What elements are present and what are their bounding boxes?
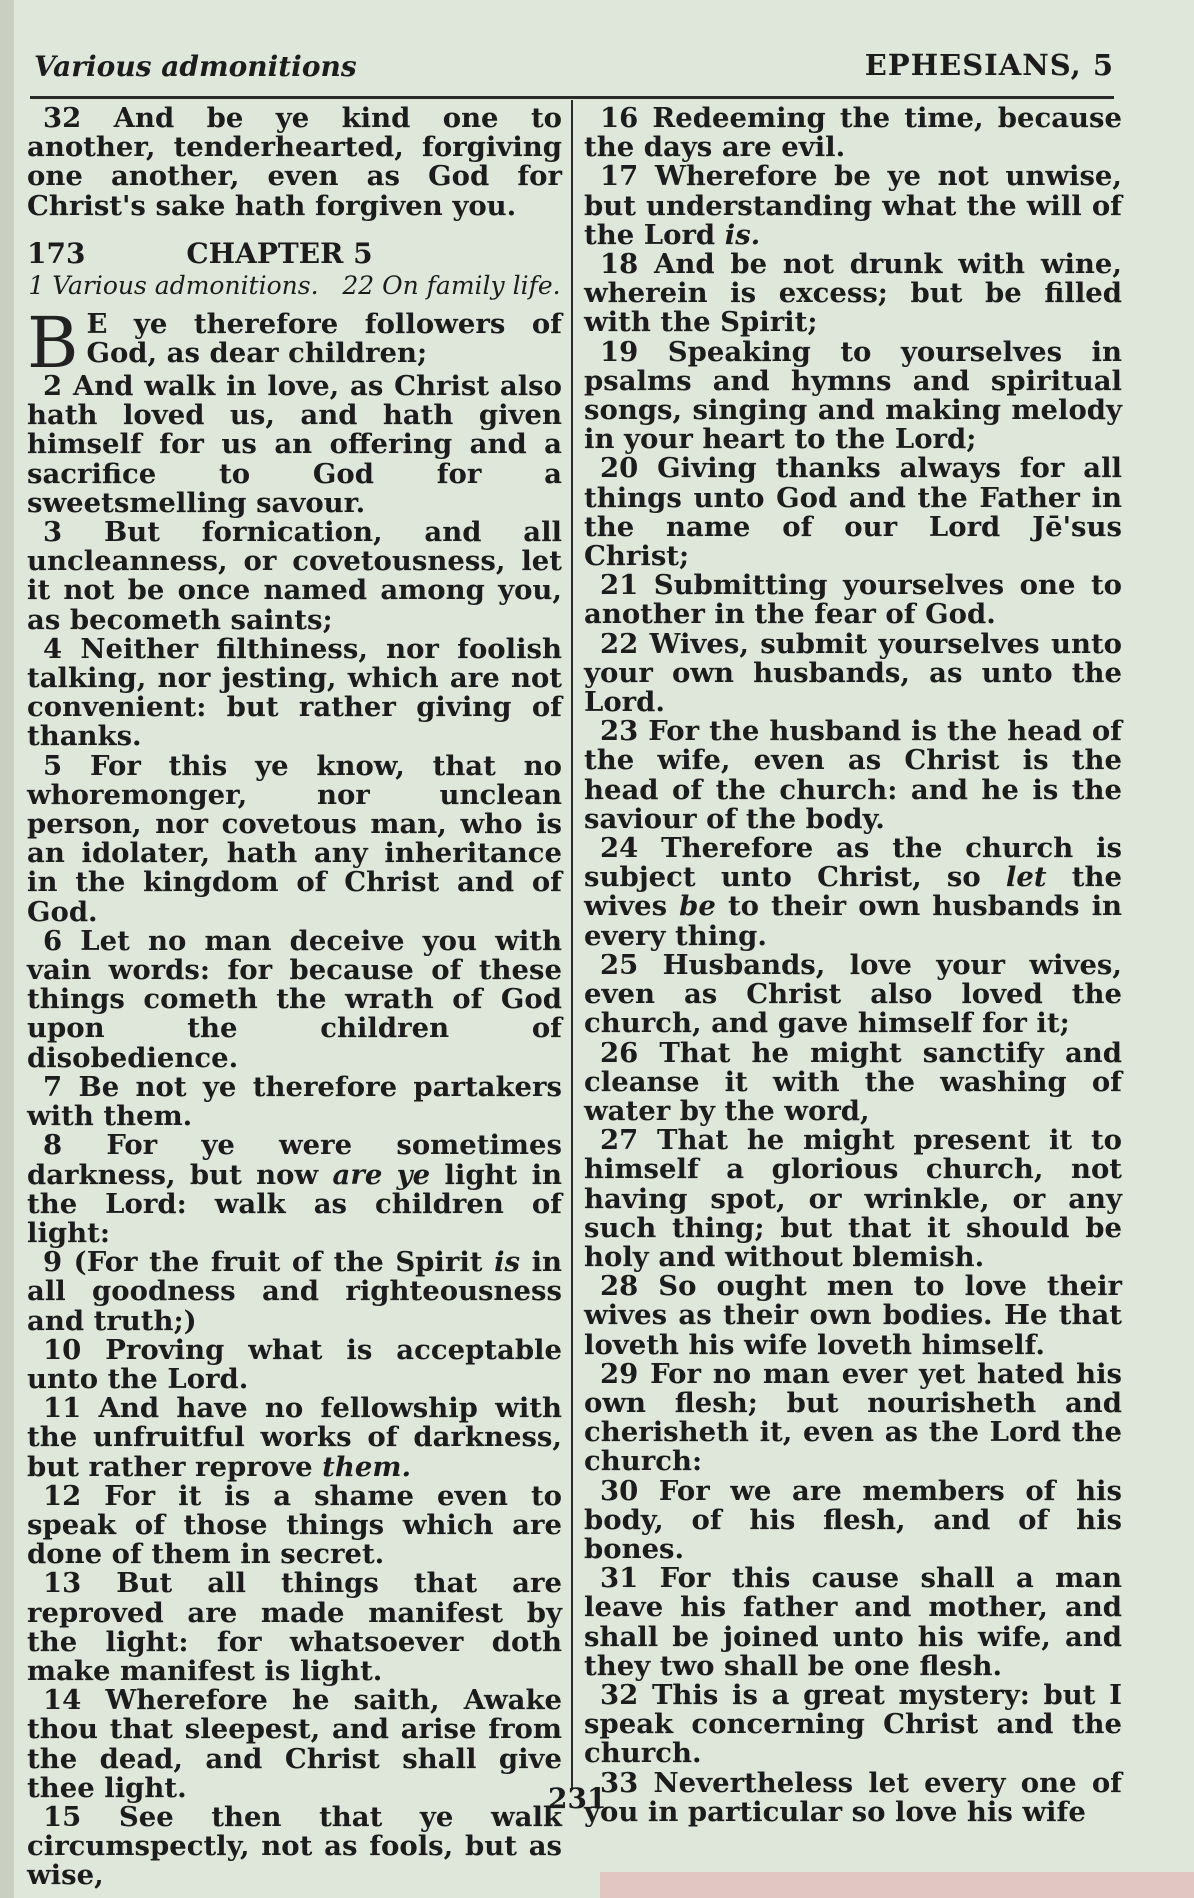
verse-5-10: 10 Proving what is acceptable unto the Lord. [27,1333,562,1395]
verse-5-17-a: 17 Wherefore be ye not unwise, but understanding what the will of the Lord [584,160,1122,251]
verse-5-22: 22 Wives, submit yourselves unto your own husbands, as unto the Lord. [584,627,1122,719]
verse-5-1-text: E ye therefore followers of God, as dear children; [86,308,562,370]
page-number: 231 [548,1782,607,1815]
verse-5-8-a: 8 For ye were sometimes darkness, but now [27,1129,562,1191]
left-column [27,104,562,1891]
verse-5-33: 33 Nevertheless let every one of you in particular so love his wife [584,1766,1122,1828]
verse-5-8-b: light in the Lord: walk as children of light: [27,1158,563,1249]
verse-5-14: 14 Wherefore he saith, Awake thou that sleepest, and arise from the dead, and Christ shall give thee light. [27,1684,562,1804]
verse-5-24 [584,834,1122,951]
column-divider [571,100,573,1790]
running-head-right: EPHESIANS, 5 [864,48,1114,82]
verse-5-21: 21 Submitting yourselves one to another in the fear of God. [584,569,1122,631]
verse-5-11 [27,1394,562,1482]
verse-5-23: 23 For the husband is the head of the wife, even as Christ is the head of the church: and he is the saviour of the body. [584,715,1122,835]
page-edge-stain [600,1872,1194,1898]
verse-5-32: 32 This is a great mystery: but I speak concerning Christ and the church. [584,1678,1122,1770]
verse-5-1 [27,302,562,385]
verse-5-12: 12 For it is a shame even to speak of those things which are done of them in secret. [27,1479,562,1571]
verse-5-20: 20 Giving thanks always for all things unto God and the Father in the name of our Lord Jē'sus Christ; [584,452,1122,573]
verse-5-27: 27 That he might present it to himself a glorious church, not having spot, or wrinkle, or any such thing; but that it should be holy and without blemish. [584,1124,1122,1273]
verse-5-24-italic-1: let [1005,861,1047,894]
header-rule [30,96,1114,99]
verse-5-8 [27,1131,562,1248]
verse-5-18: 18 And be not drunk with wine, wherein is excess; but be filled with the Spirit; [584,248,1122,339]
summary-part-2: 22 On family life. [342,271,561,301]
chapter-heading [27,236,562,270]
verse-5-15: 15 See then that ye walk circumspectly, not as fools, but as wise, [27,1800,562,1892]
verse-5-24-a: 24 Therefore as the church is subject unto Christ, so [584,832,1122,894]
verse-5-4: 4 Neither filthiness, nor foolish talking, nor jesting, which are not convenient: but rather giving of thanks. [27,632,562,753]
chapter-reference-number: 173 [27,236,86,270]
verse-5-11-italic: them. [322,1450,412,1483]
verse-5-31: 31 For this cause shall a man leave his father and mother, and shall be joined unto his wife, and they two shall be one flesh. [584,1562,1122,1682]
verse-5-19: 19 Speaking to yourselves in psalms and hymns and spiritual songs, singing and making melody in your heart to the Lord; [584,335,1122,456]
verse-5-11-a: 11 And have no fellowship with the unfruitful works of darkness, but rather reprove [27,1392,562,1483]
verse-4-32: 32 And be ye kind one to another, tenderhearted, forgiving one another, even as God for Christ's sake hath forgiven you. [27,102,562,222]
verse-5-24-italic-2: be [679,890,716,923]
chapter-summary [27,272,562,300]
verse-5-25: 25 Husbands, love your wives, even as Christ also loved the church, and gave himself for it; [584,948,1122,1040]
verse-5-30: 30 For we are members of his body, of his flesh, and of his bones. [584,1474,1122,1565]
verse-5-16: 16 Redeeming the time, because the days are evil. [584,102,1122,164]
chapter-title: CHAPTER 5 [186,236,373,270]
running-head-left: Various admonitions [34,50,357,83]
verse-5-17 [584,162,1122,250]
right-column [584,104,1122,1827]
verse-5-2: 2 And walk in love, as Christ also hath loved us, and hath given himself for us an offering and a sacrifice to God for a sweetsmelling savour. [27,370,562,519]
verse-5-26: 26 That he might sanctify and cleanse it with the washing of water by the word, [584,1036,1122,1127]
verse-5-8-italic: are ye [332,1158,431,1191]
verse-5-29: 29 For no man ever yet hated his own flesh; but nourisheth and cherisheth it, even as the Lord the church: [584,1357,1122,1478]
drop-cap: B [27,302,79,385]
verse-5-9-b: in all goodness and righteousness and truth;) [27,1246,563,1337]
verse-5-13: 13 But all things that are reproved are made manifest by the light: for whatsoever doth make manifest is light. [27,1567,562,1687]
verse-5-9-a: 9 (For the fruit of the Spirit [43,1246,483,1279]
verse-5-9-italic: is [494,1246,520,1279]
verse-5-9 [27,1248,562,1336]
verse-5-6: 6 Let no man deceive you with vain words: for because of these things cometh the wrath of God upon the children of disobedience. [27,924,562,1074]
verse-5-3: 3 But fornication, and all uncleanness, or covetousness, let it not be once named among you, as becometh saints; [27,516,562,636]
page-edge-shadow [0,0,14,1898]
verse-5-24-b: the wives [584,861,1122,923]
verse-5-24-c: to their own husbands in every thing. [584,890,1123,952]
summary-part-1: 1 Various admonitions. [28,271,319,301]
verse-5-28: 28 So ought men to love their wives as their own bodies. He that loveth his wife loveth himself. [584,1270,1122,1361]
verse-5-7: 7 Be not ye therefore partakers with them. [27,1070,562,1133]
verse-5-5: 5 For this ye know, that no whoremonger, nor unclean person, nor covetous man, who is an idolater, hath any inheritance in the kingdom of Christ and of God. [27,749,562,928]
verse-5-17-italic: is. [724,218,761,251]
